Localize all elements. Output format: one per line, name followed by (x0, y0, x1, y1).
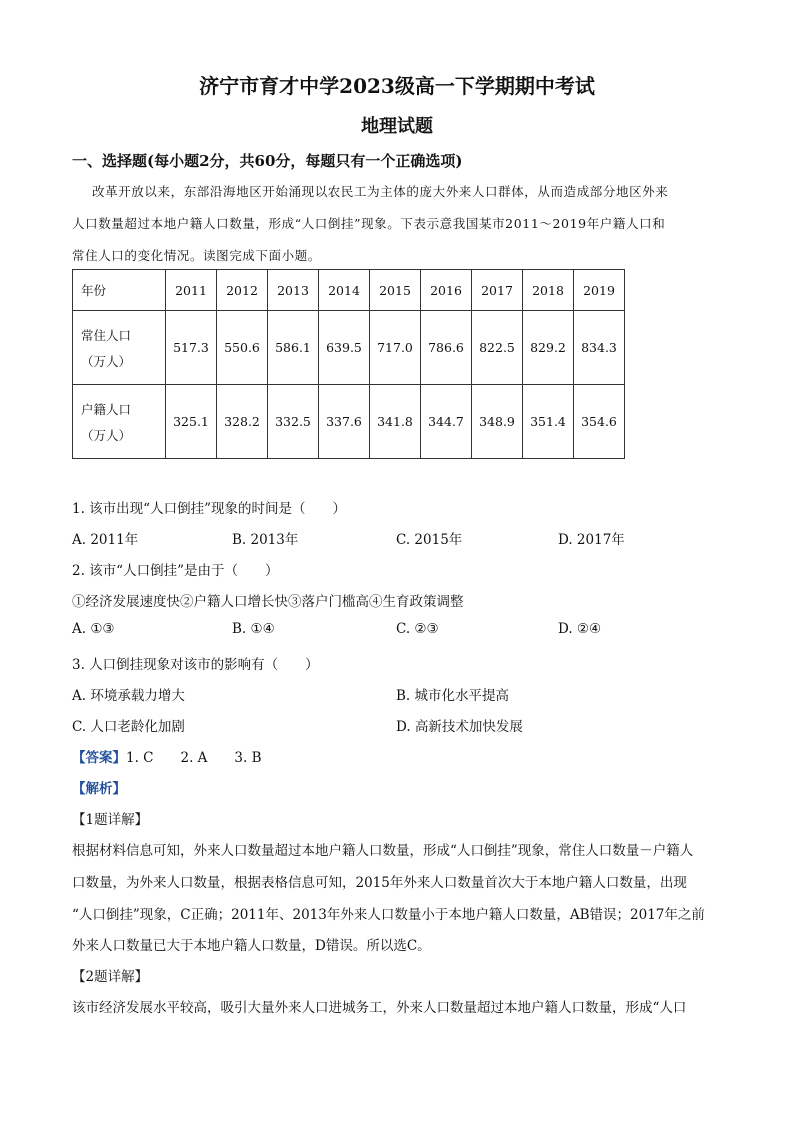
table-cell: 834.3 (574, 311, 625, 385)
q1-option-a: A. 2011年 (72, 532, 139, 548)
detail1-line-4: 外来人口数量已大于本地户籍人口数量，D错误。所以选C。 (72, 938, 431, 954)
detail1-label: 【1题详解】 (72, 812, 149, 828)
section-heading: 一、选择题(每小题2分，共60分，每题只有一个正确选项) (72, 152, 463, 170)
q3-option-c: C. 人口老龄化加剧 (72, 719, 185, 735)
row-label-line2: （万人） (81, 427, 132, 443)
table-cell: 341.8 (370, 385, 421, 459)
q1-stem: 1. 该市出现“人口倒挂”现象的时间是（ ） (72, 501, 346, 517)
intro-line-3: 常住人口的变化情况。读图完成下面小题。 (72, 248, 321, 263)
table-cell: 344.7 (421, 385, 472, 459)
q3-option-b: B. 城市化水平提高 (396, 688, 510, 704)
detail2-label: 【2题详解】 (72, 969, 149, 985)
year-cell: 2016 (421, 270, 472, 311)
table-cell: 351.4 (523, 385, 574, 459)
table-cell: 829.2 (523, 311, 574, 385)
table-cell: 550.6 (217, 311, 268, 385)
row-label-line1: 户籍人口 (81, 401, 132, 417)
table-header-row (73, 270, 625, 311)
year-cell: 2015 (370, 270, 421, 311)
table-cell: 337.6 (319, 385, 370, 459)
year-cell: 2014 (319, 270, 370, 311)
q2-option-d: D. ②④ (558, 621, 602, 637)
row-label (73, 385, 166, 459)
detail1-line-3: “人口倒挂”现象，C正确；2011年、2013年外来人口数量小于本地户籍人口数量，AB错误；2017年之前 (72, 907, 705, 923)
year-cell: 2018 (523, 270, 574, 311)
year-cell: 2013 (268, 270, 319, 311)
table-cell: 822.5 (472, 311, 523, 385)
answer-text: 1. C 2. A 3. B (126, 750, 262, 766)
year-cell: 2017 (472, 270, 523, 311)
row-label (73, 311, 166, 385)
detail1-line-2: 口数量，为外来人口数量，根据表格信息可知，2015年外来人口数量首次大于本地户籍人口数量，出现 (72, 875, 687, 891)
intro-line-2: 人口数量超过本地户籍人口数量，形成“人口倒挂”现象。下表示意我国某市2011～2019年户籍人口和 (72, 216, 666, 231)
table-cell: 332.5 (268, 385, 319, 459)
detail1-line-1: 根据材料信息可知，外来人口数量超过本地户籍人口数量，形成“人口倒挂”现象，常住人口数量－户籍人 (72, 843, 694, 859)
table-cell: 639.5 (319, 311, 370, 385)
year-cell: 2011 (166, 270, 217, 311)
intro-line-1: 改革开放以来，东部沿海地区开始涌现以农民工为主体的庞大外来人口群体，从而造成部分地区外来 (92, 184, 669, 199)
year-header: 年份 (73, 270, 166, 311)
table-cell: 517.3 (166, 311, 217, 385)
q2-stem: 2. 该市“人口倒挂”是由于（ ） (72, 563, 279, 579)
year-cell: 2019 (574, 270, 625, 311)
detail2-line-1: 该市经济发展水平较高，吸引大量外来人口进城务工，外来人口数量超过本地户籍人口数量，形成“人口 (72, 1000, 687, 1016)
table-cell: 586.1 (268, 311, 319, 385)
table-row (73, 385, 625, 459)
q3-stem: 3. 人口倒挂现象对该市的影响有（ ） (72, 657, 319, 673)
analysis-label: 【解析】 (72, 781, 126, 797)
q2-option-b: B. ①④ (232, 621, 275, 637)
table-cell: 717.0 (370, 311, 421, 385)
q2-option-c: C. ②③ (396, 621, 439, 637)
population-table (72, 269, 625, 459)
row-label-line2: （万人） (81, 353, 132, 369)
exam-subtitle: 地理试题 (361, 116, 433, 137)
table-cell: 325.1 (166, 385, 217, 459)
q1-option-d: D. 2017年 (558, 532, 625, 548)
q2-list: ①经济发展速度快②户籍人口增长快③落户门槛高④生育政策调整 (72, 594, 464, 610)
q1-option-b: B. 2013年 (232, 532, 299, 548)
table-cell: 328.2 (217, 385, 268, 459)
table-cell: 348.9 (472, 385, 523, 459)
answer-line (72, 746, 262, 766)
table-cell: 354.6 (574, 385, 625, 459)
q3-option-a: A. 环境承载力增大 (72, 688, 185, 704)
table-row (73, 311, 625, 385)
table-cell: 786.6 (421, 311, 472, 385)
q3-option-d: D. 高新技术加快发展 (396, 719, 523, 735)
q1-option-c: C. 2015年 (396, 532, 463, 548)
answer-label: 【答案】 (72, 750, 126, 766)
row-label-line1: 常住人口 (81, 327, 132, 343)
year-cell: 2012 (217, 270, 268, 311)
exam-title: 济宁市育才中学2023级高一下学期期中考试 (199, 74, 595, 98)
q2-option-a: A. ①③ (72, 621, 115, 637)
